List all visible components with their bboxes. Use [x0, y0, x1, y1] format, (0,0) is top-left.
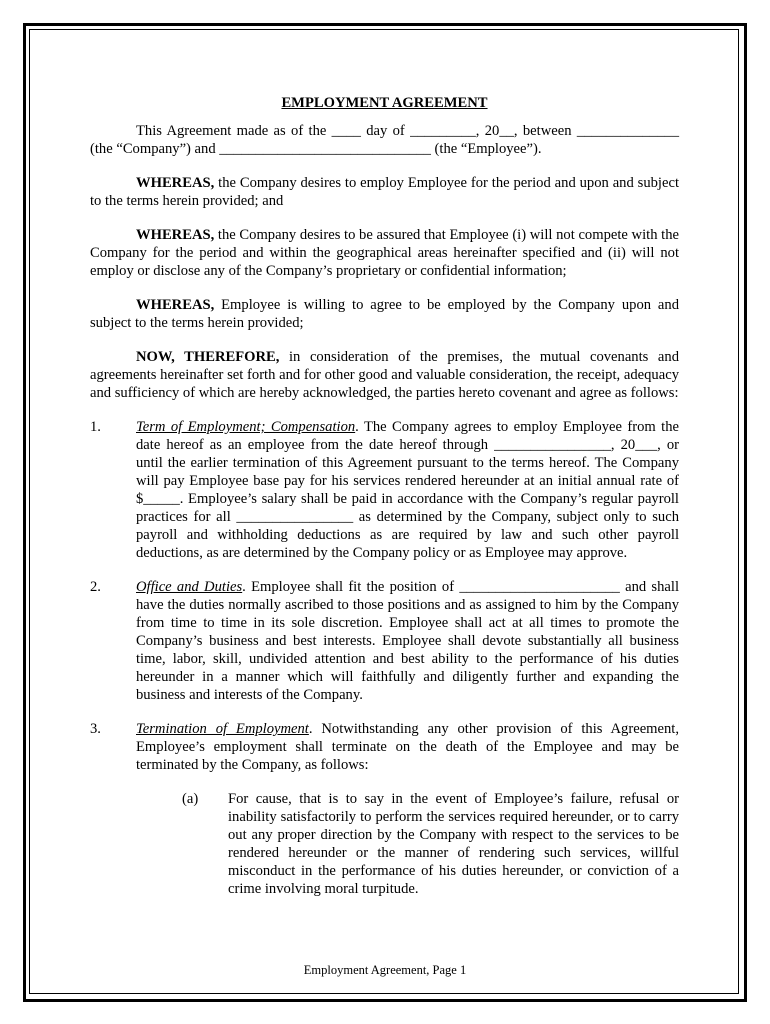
section-3: [90, 720, 679, 898]
section-1: [90, 418, 679, 562]
page-footer: Employment Agreement, Page 1: [303, 963, 467, 977]
whereas-paragraph-1: [90, 174, 679, 210]
whereas-paragraph-2: [90, 226, 679, 280]
document-body: [90, 94, 679, 914]
now-therefore-text: in consideration of the premises, the mutual covenants and agreements hereinafter set forth and for other good and valuable consideration, the receipt, adequacy and sufficiency of which are hereby acknowledged, the parties hereto covenant and agree as follows:: [90, 349, 679, 401]
now-therefore-paragraph: [90, 348, 679, 402]
subsection-number: (a): [182, 791, 199, 807]
subsection-text: For cause, that is to say in the event of Employee’s failure, refusal or inability satisfactorily to perform the services required hereunder, or to carry out any proper direction by the Company with respect to the services to be rendered hereunder or the manner of rendering such services, willful misconduct in the performance of his duties hereunder, or conviction of a crime involving moral turpitude.: [228, 791, 679, 897]
section-heading: Term of Employment; Compensation: [136, 419, 356, 435]
section-number: 2.: [90, 579, 101, 595]
section-text: . The Company agrees to employ Employee from the date hereof as an employee from the date hereof through ________________, 20___, or until the earlier termination of this Agreement pursuant to the terms hereof. The Company will pay Employee base pay for his services rendered hereunder at an initial annual rate of $_____. Employee’s salary shall be paid in accordance with the Company’s regular payroll practices for all ________________ as determined by the Company, subject only to such payroll and withholding deductions as are required by law and such other payroll deductions, as are determined by the Company policy or as Employee may approve.: [136, 419, 679, 561]
section-text: . Notwithstanding any other provision of this Agreement, Employee’s employment shall terminate on the death of the Employee and may be terminated by the Company, as follows:: [136, 721, 680, 773]
section-number: 1.: [90, 419, 101, 435]
whereas-text: the Company desires to be assured that Employee (i) will not compete with the Company for the period and within the geographical areas hereinafter specified and (ii) will not employ or disclose any of the Company’s proprietary or confidential information;: [90, 227, 679, 279]
section-text: . Employee shall fit the position of ______________________ and shall have the duties normally ascribed to those positions and as assigned to him by the Company from time to time in its sole discretion. Employee shall act at all times to promote the Company’s business and best interests. Employee shall devote substantially all business time, labor, skill, undivided attention and best ability to the performance of his duties hereunder in a manner which will faithfully and diligently further and expanding the business and interests of the Company.: [136, 579, 679, 703]
whereas-lead: WHEREAS,: [136, 227, 215, 243]
intro-paragraph: This Agreement made as of the ____ day of _________, 20__, between ______________ (the “Company”) and _____________________________ (the “Employee”).: [90, 123, 679, 157]
whereas-lead: WHEREAS,: [136, 175, 215, 191]
whereas-lead: WHEREAS,: [136, 297, 215, 313]
document-title: EMPLOYMENT AGREEMENT: [281, 95, 488, 111]
section-heading: Office and Duties: [136, 579, 243, 595]
section-heading: Termination of Employment: [136, 721, 309, 737]
section-2: [90, 578, 679, 704]
now-therefore-lead: NOW, THEREFORE,: [136, 349, 280, 365]
subsection-3a: [136, 790, 679, 898]
whereas-paragraph-3: [90, 296, 679, 332]
whereas-text: Employee is willing to agree to be employed by the Company upon and subject to the terms herein provided;: [90, 297, 679, 331]
whereas-text: the Company desires to employ Employee for the period and upon and subject to the terms herein provided; and: [90, 175, 679, 209]
section-number: 3.: [90, 721, 101, 737]
